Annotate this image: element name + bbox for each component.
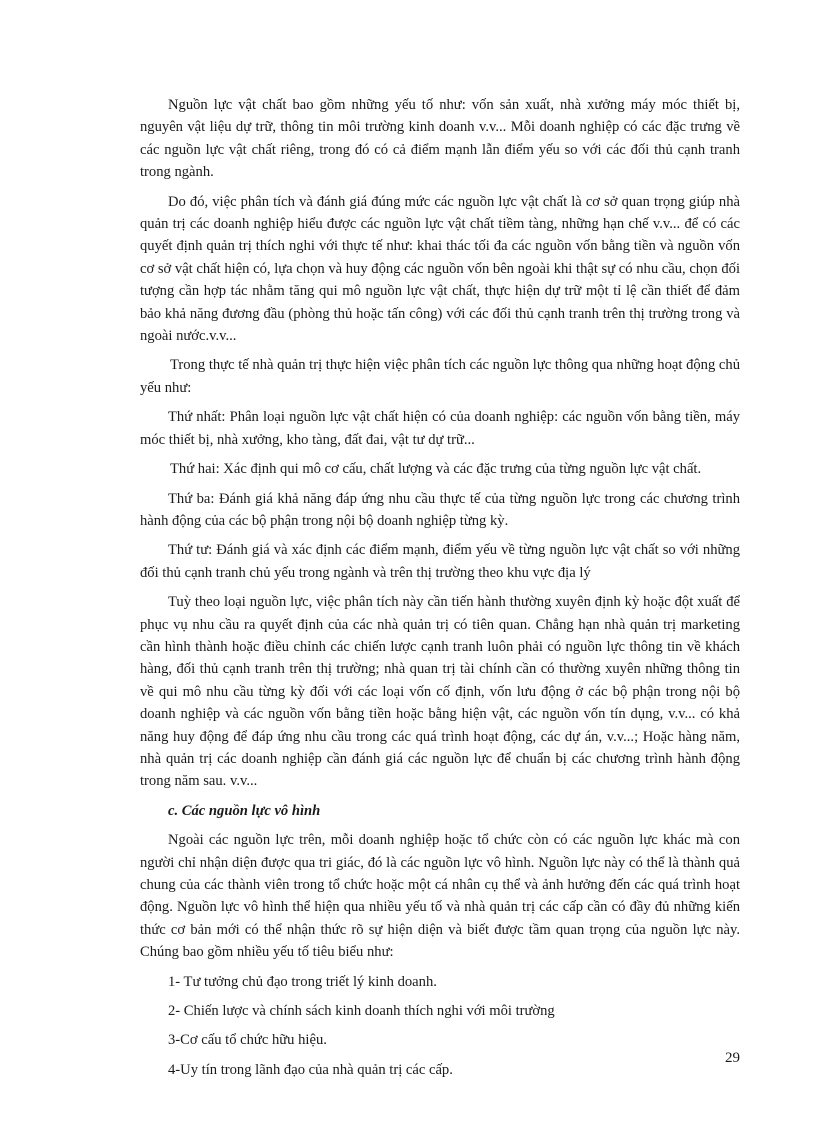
paragraph: Thứ hai: Xác định qui mô cơ cấu, chất lượng và các đặc trưng của từng nguồn lực vật chất. [170, 461, 702, 478]
list-item: 4-Uy tín trong lãnh đạo của nhà quản trị các cấp. [168, 1061, 453, 1078]
page-content [140, 94, 740, 1088]
paragraph: Tuỳ theo loại nguồn lực, việc phân tích này cần tiến hành thường xuyên định kỳ hoặc đột xuất để phục vụ nhu cầu ra quyết định của các nhà quản trị có tiên quan. Chẳng hạn nhà quản trị marketing cần hình thành hoặc điều chỉnh các chiến lược cạnh tranh luôn phải có nguồn lực thông tin về khách hàng, đối thủ cạnh tranh trên thị trường; nhà quan trị tài chính cần có thường xuyên những thông tin về qui mô nhu cầu từng kỳ đối với các loại vốn cố định, vốn lưu động ở các bộ phận trong nội bộ doanh nghiệp và các nguồn vốn bằng tiền hoặc bằng hiện vật, các nguồn vốn tín dụng, v.v... có khả năng huy động để đáp ứng nhu cầu trong các quá trình hoạt động, các dự án, v.v...; Hoặc hàng năm, nhà quản trị các doanh nghiệp cần đánh giá các nguồn lực để chuẩn bị các chương trình hành động trong năm sau. v.v... [140, 594, 740, 790]
paragraph: Nguồn lực vật chất bao gồm những yếu tố như: vốn sản xuất, nhà xưởng máy móc thiết bị, nguyên vật liệu dự trữ, thông tin môi trường kinh doanh v.v... Mỗi doanh nghiệp có các đặc trưng về các nguồn lực vật chất riêng, trong đó có cả điểm mạnh lẫn điểm yếu so với các đối thủ cạnh tranh trong ngành. [140, 97, 740, 181]
paragraph: Thứ tư: Đánh giá và xác định các điểm mạnh, điểm yếu về từng nguồn lực vật chất so với những đối thủ cạnh tranh chủ yếu trong ngành và trên thị trường theo khu vực địa lý [140, 542, 740, 581]
list-item: 2- Chiến lược và chính sách kinh doanh thích nghi với môi trường [168, 1003, 555, 1020]
page-number: 29 [725, 1050, 740, 1066]
list-item: 1- Tư tưởng chủ đạo trong triết lý kinh doanh. [168, 973, 437, 990]
paragraph: Ngoài các nguồn lực trên, mỗi doanh nghiệp hoặc tổ chức còn có các nguồn lực khác mà con người chỉ nhận diện được qua tri giác, đó là các nguồn lực vô hình. Nguồn lực này có thể là thành quả chung của các thành viên trong tổ chức hoặc một cá nhân cụ thể và ảnh hưởng đến các quá trình hoạt động. Nguồn lực vô hình thể hiện qua nhiều yếu tố và nhà quản trị các cấp cần có đầy đủ những kiến thức cơ bản mới có thể nhận thức rõ sự hiện diện và biết được tầm quan trọng của nguồn lực này. Chúng bao gồm nhiều yếu tố tiêu biểu như: [140, 832, 740, 961]
list-item: 3-Cơ cấu tổ chức hữu hiệu. [168, 1032, 327, 1049]
paragraph: Thứ nhất: Phân loại nguồn lực vật chất hiện có của doanh nghiệp: các nguồn vốn bằng tiền, máy móc thiết bị, nhà xưởng, kho tàng, đất đai, vật tư dự trữ... [140, 409, 740, 448]
paragraph: Thứ ba: Đánh giá khả năng đáp ứng nhu cầu thực tế của từng nguồn lực trong các chương trình hành động của các bộ phận trong nội bộ doanh nghiệp từng kỳ. [140, 490, 740, 529]
paragraph: Do đó, việc phân tích và đánh giá đúng mức các nguồn lực vật chất là cơ sở quan trọng giúp nhà quản trị các doanh nghiệp hiểu được các nguồn lực vật chất tiềm tàng, những hạn chế v.v... để có các quyết định quản trị thích nghi với thực tế như: khai thác tối đa các nguồn vốn bằng tiền và nguồn vốn cơ sở vật chất hiện có, lựa chọn và huy động các nguồn vốn bên ngoài khi thật sự có nhu cầu, chọn đối tượng cần hợp tác nhằm tăng qui mô nguồn lực vật chất, thực hiện dự trữ một tỉ lệ cần thiết để đảm bảo khả năng đương đầu (phòng thủ hoặc tấn công) với các đối thủ cạnh tranh trên thị trường trong và ngoài nước.v.v... [140, 193, 740, 345]
paragraph: Trong thực tế nhà quản trị thực hiện việc phân tích các nguồn lực thông qua những hoạt động chủ yếu như: [140, 357, 740, 396]
section-heading: c. Các nguồn lực vô hình [168, 802, 321, 819]
